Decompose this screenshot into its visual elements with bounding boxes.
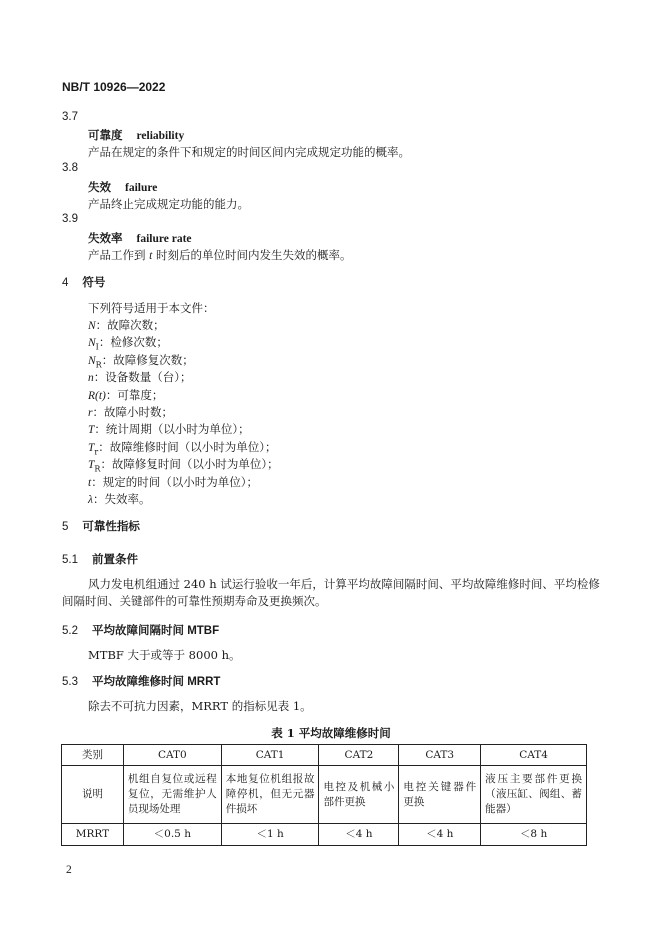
section-heading: 5 可靠性指标 — [62, 521, 140, 533]
document-header: NB/T 10926—2022 — [62, 80, 166, 94]
table-header-cell: CAT4 — [481, 745, 587, 766]
table-cell: 电控及机械小部件更换 — [319, 766, 399, 824]
table-header-cell: CAT2 — [319, 745, 399, 766]
table-cell: ＜4 h — [319, 824, 399, 846]
symbol-item — [88, 387, 163, 403]
paragraph: 风力发电机组通过 240 h 试运行验收一年后，计算平均故障间隔时间、平均故障维修时间、平均检修间隔时间、关键部件的可靠性预期寿命及更换频次。 — [62, 577, 600, 608]
symbol-description: ：失效率。 — [92, 492, 151, 506]
symbol-subscript: I — [95, 342, 99, 352]
symbol-item — [88, 439, 276, 456]
table-cell: ＜1 h — [221, 824, 319, 846]
symbol-description: ：设备数量（台）； — [93, 370, 192, 385]
symbol-item — [88, 404, 173, 420]
symbol-item — [88, 369, 192, 385]
table-row — [62, 824, 587, 846]
term-title — [88, 127, 184, 143]
symbol-description: ：统计周期（以小时为单位）； — [94, 422, 250, 437]
table-row-label: 说明 — [62, 766, 124, 824]
term-definition: 产品工作到 t 时刻后的单位时间内发生失效的概率。 — [88, 248, 352, 262]
symbol-variable: λ — [88, 494, 93, 506]
paragraph: 除去不可抗力因素，MRRT 的指标见表 1。 — [88, 699, 312, 713]
symbol-variable: r — [88, 407, 93, 419]
symbol-variable: T — [88, 424, 95, 437]
term-title — [88, 179, 157, 195]
term-definition: 产品终止完成规定功能的能力。 — [88, 197, 249, 211]
table-cell: ＜8 h — [481, 824, 587, 846]
subsection-heading: 5.2 平均故障间隔时间 MTBF — [62, 625, 220, 637]
table-cell: ＜0.5 h — [123, 824, 221, 846]
symbol-description: ：规定的时间（以小时为单位）； — [91, 474, 258, 489]
term-definition: 产品在规定的条件下和规定的时间区间内完成规定功能的概率。 — [88, 145, 410, 159]
section-heading: 4 符号 — [62, 277, 106, 289]
symbol-item — [88, 491, 150, 507]
term-en: reliability — [136, 130, 185, 142]
symbol-item — [88, 317, 165, 333]
symbol-subscript: R — [94, 464, 101, 474]
table-header-row — [62, 745, 587, 766]
term-cn: 失效 — [88, 180, 111, 194]
term-en: failure — [125, 182, 158, 194]
symbol-description: ：故障次数； — [95, 318, 165, 332]
symbol-variable: t — [88, 476, 92, 489]
clause-number: 3.8 — [62, 162, 78, 174]
subsection-heading: 5.1 前置条件 — [62, 554, 138, 566]
symbol-variable: T — [88, 459, 95, 472]
term-cn: 失效率 — [88, 231, 123, 245]
term-title — [88, 230, 192, 246]
table-caption: 表 1 平均故障维修时间 — [271, 726, 391, 740]
table-cell: ＜4 h — [399, 824, 481, 846]
symbol-item — [88, 334, 168, 351]
clause-number: 3.9 — [62, 213, 78, 225]
subsection-heading: 5.3 平均故障维修时间 MRRT — [62, 676, 221, 688]
table-header-cell: CAT1 — [221, 745, 319, 766]
symbols-intro: 下列符号适用于本文件： — [88, 301, 215, 315]
symbol-variable: N — [88, 354, 96, 367]
table-header-cell: CAT0 — [123, 745, 221, 766]
symbol-variable: N — [88, 337, 96, 350]
symbol-description: ：故障维修时间（以小时为单位）； — [98, 439, 277, 454]
table-cell: 液压主要部件更换（液压缸、阀组、蓄能器） — [481, 766, 587, 824]
symbol-subscript: r — [94, 447, 99, 457]
table-cell: 机组自复位或远程复位，无需维护人员现场处理 — [123, 766, 221, 824]
symbol-variable: R(t) — [88, 389, 106, 402]
symbol-item — [88, 456, 279, 473]
paragraph: MTBF 大于或等于 8000 h。 — [88, 648, 241, 662]
table-header-cell: 类别 — [62, 745, 124, 766]
symbol-item — [88, 352, 194, 369]
symbol-description: ：可靠度； — [105, 387, 164, 402]
table-row-label: MRRT — [62, 824, 124, 846]
clause-number: 3.7 — [62, 111, 78, 123]
term-cn: 可靠度 — [88, 128, 123, 142]
symbol-description: ：故障修复时间（以小时为单位）； — [100, 457, 279, 472]
symbol-variable: T — [88, 441, 95, 454]
symbol-subscript: R — [95, 360, 102, 370]
symbol-variable: n — [88, 372, 94, 385]
symbol-item — [88, 474, 258, 490]
mrrt-table — [61, 744, 587, 846]
symbol-description: ：故障小时数； — [92, 405, 173, 419]
table-header-cell: CAT3 — [399, 745, 481, 766]
symbol-description: ：故障修复次数； — [101, 352, 194, 367]
table-row — [62, 766, 587, 824]
symbol-description: ：检修次数； — [98, 335, 168, 350]
term-en: failure rate — [136, 233, 192, 245]
table-cell: 电控关键器件更换 — [399, 766, 481, 824]
symbol-variable: N — [88, 320, 96, 332]
symbol-item — [88, 421, 250, 437]
table-cell: 本地复位机组报故障停机，但无元器件损坏 — [221, 766, 319, 824]
page-number: 2 — [66, 864, 72, 876]
